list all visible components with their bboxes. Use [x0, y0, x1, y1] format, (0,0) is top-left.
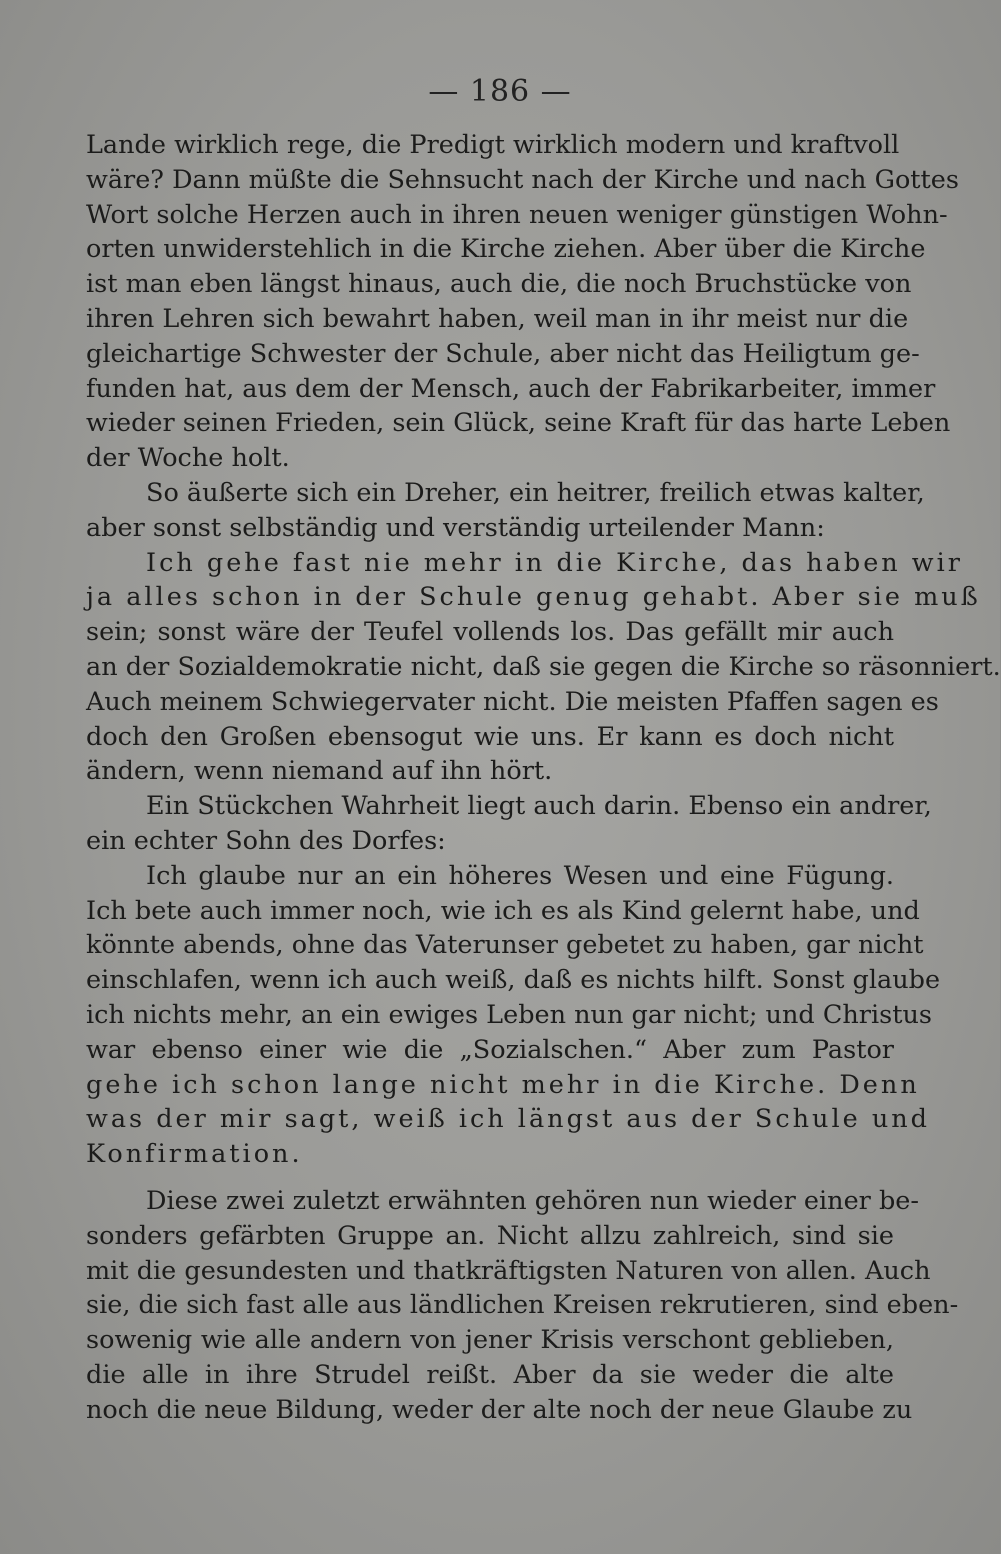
text-line: ist man eben längst hinaus, auch die, die noch Bruchstücke von	[86, 269, 912, 300]
text-line: ein echter Sohn des Dorfes:	[86, 825, 446, 856]
text-line: könnte abends, ohne das Vaterunser gebetet zu haben, gar nicht	[86, 930, 924, 961]
paragraph-gap	[86, 1172, 894, 1184]
text-line: aber sonst selbständig und verständig urteilender Mann:	[86, 512, 825, 543]
paragraph	[86, 128, 959, 476]
text-line: So äußerte sich ein Dreher, ein heitrer, freilich etwas kalter,	[146, 477, 925, 508]
text-line: Auch meinem Schwiegervater nicht. Die meisten Pfaffen sagen es	[86, 686, 939, 717]
text-line: noch die neue Bildung, weder der alte noch der neue Glaube zu	[86, 1394, 913, 1425]
text-line: sowenig wie alle andern von jener Krisis verschont geblieben,	[86, 1325, 894, 1356]
text-line: doch den Großen ebensogut wie uns. Er kann es doch nicht	[86, 721, 894, 752]
text-line: ändern, wenn niemand auf ihn hört.	[86, 756, 553, 787]
text-line: wäre? Dann müßte die Sehnsucht nach der Kirche und nach Gottes	[86, 164, 959, 195]
text-line: Ich glaube nur an ein höheres Wesen und eine Fügung.	[146, 860, 894, 891]
page-number: — 186 —	[428, 74, 572, 109]
paragraph	[86, 476, 925, 546]
text-line: gleichartige Schwester der Schule, aber nicht das Heiligtum ge-	[86, 338, 920, 369]
text-line: ja alles schon in der Schule genug gehabt. Aber sie muß	[86, 582, 981, 613]
text-line: Lande wirklich rege, die Predigt wirklich modern und kraftvoll	[86, 130, 900, 160]
text-line: ihren Lehren sich bewahrt haben, weil man in ihr meist nur die	[86, 303, 909, 334]
text-line: gehe ich schon lange nicht mehr in die Kirche. Denn	[86, 1069, 920, 1100]
text-line: Ein Stückchen Wahrheit liegt auch darin. Ebenso ein andrer,	[146, 791, 932, 822]
text-line: war ebenso einer wie die „Sozialschen.“ Aber zum Pastor	[86, 1034, 894, 1065]
text-line: der Woche holt.	[86, 443, 290, 474]
quotation	[86, 859, 941, 1172]
text-line: ich nichts mehr, an ein ewiges Leben nun gar nicht; und Christus	[86, 999, 932, 1030]
text-line: die alle in ihre Strudel reißt. Aber da sie weder die alte	[86, 1359, 894, 1390]
text-line: funden hat, aus dem der Mensch, auch der Fabrikarbeiter, immer	[86, 373, 936, 404]
paragraph	[86, 1184, 959, 1428]
text-line: sie, die sich fast alle aus ländlichen Kreisen rekrutieren, sind eben-	[86, 1290, 959, 1321]
text-line: Ich gehe fast nie mehr in die Kirche, das haben wir	[146, 547, 963, 578]
paragraph	[86, 789, 932, 859]
text-line: an der Sozialdemokratie nicht, daß sie gegen die Kirche so räsonniert.	[86, 651, 1001, 682]
text-line: was der mir sagt, weiß ich längst aus der Schule und	[86, 1104, 931, 1135]
text-line: Wort solche Herzen auch in ihren neuen weniger günstigen Wohn-	[86, 199, 948, 230]
text-line: einschlafen, wenn ich auch weiß, daß es nichts hilft. Sonst glaube	[86, 965, 941, 996]
text-line: Diese zwei zuletzt erwähnten gehören nun wieder einer be-	[146, 1185, 919, 1216]
text-line: mit die gesundesten und thatkräftigsten Naturen von allen. Auch	[86, 1255, 931, 1286]
text-line: Konfirmation.	[86, 1139, 303, 1170]
quotation	[86, 546, 1001, 790]
body-text	[86, 128, 1001, 1427]
text-line: orten unwiderstehlich in die Kirche ziehen. Aber über die Kirche	[86, 234, 926, 265]
text-line: wieder seinen Frieden, sein Glück, seine Kraft für das harte Leben	[86, 408, 951, 439]
text-line: sein; sonst wäre der Teufel vollends los. Das gefällt mir auch	[86, 617, 894, 648]
text-line: Ich bete auch immer noch, wie ich es als Kind gelernt habe, und	[86, 895, 920, 926]
text-line: sonders gefärbten Gruppe an. Nicht allzu zahlreich, sind sie	[86, 1220, 894, 1251]
